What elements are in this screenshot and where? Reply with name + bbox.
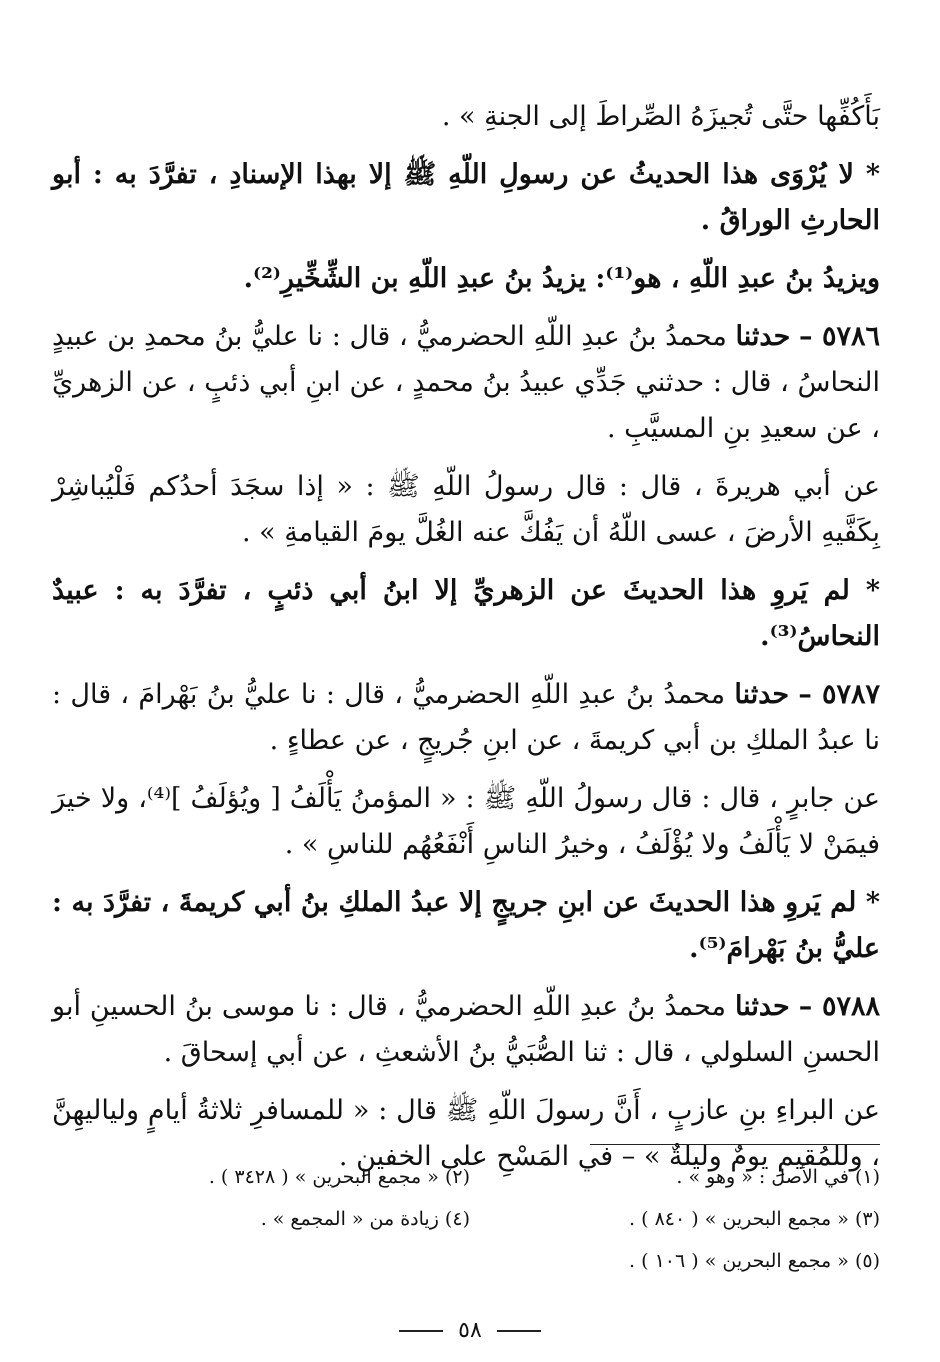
dash-right — [399, 1330, 443, 1332]
asterisk-marker: * — [865, 575, 880, 606]
footnote-row — [60, 1156, 880, 1198]
footnotes — [60, 1156, 880, 1282]
hadith-5786-note — [52, 568, 880, 660]
page-number-value: ٥٨ — [458, 1318, 482, 1343]
isnad-text: محمدُ بنُ عبدِ اللّهِ الحضرميُّ ، قال : نا موسى بنُ الحسينِ أبو الحسنِ السلولي ، قال : ثنا الصُّبَيُّ بنُ الأشعثِ ، عن أبي إسحاقَ . — [52, 991, 880, 1068]
note-text: لم يَروِ هذا الحديثَ عن الزهريِّ إلا ابنُ أبي ذئبٍ ، تفرَّدَ به : عبيدٌ النحاسُ⁽³⁾. — [52, 575, 880, 652]
asterisk-marker: * — [865, 887, 880, 918]
hadith-number: ٥٧٨٦ – — [798, 321, 880, 352]
page-number — [0, 1318, 940, 1343]
hadith-lead: حدثنا — [734, 991, 790, 1022]
footnote-5: (٥) « مجمع البحرين » ( ١٠٦ ) . — [629, 1250, 880, 1272]
narrator-note: ويزيدُ بنُ عبدِ اللّهِ ، هو⁽¹⁾: يزيدُ بنُ عبدِ اللّهِ بن الشِّخِّيرِ⁽²⁾. — [243, 263, 880, 294]
hadith-5788-isnad — [52, 984, 880, 1076]
hadith-5786-isnad — [52, 314, 880, 452]
hadith-lead: حدثنا — [735, 321, 791, 352]
footnote-divider — [590, 1144, 880, 1145]
hadith-5787-note — [52, 880, 880, 972]
dash-left — [497, 1330, 541, 1332]
footnote-row — [60, 1240, 880, 1282]
isnad-text: محمدُ بنُ عبدِ اللّهِ الحضرميُّ ، قال : نا عليُّ بنُ بَهْرامَ ، قال : نا عبدُ الملكِ بن أبي كريمةَ ، عن ابنِ جُريجٍ ، عن عطاءٍ . — [52, 679, 880, 756]
main-text — [52, 94, 880, 1192]
note-text: لا يُرْوَى هذا الحديثُ عن رسولِ اللّهِ ﷺ إلا بهذا الإسنادِ ، تفرَّدَ به : أبو الحارثِ الوراقُ . — [52, 159, 880, 236]
footnote-1: (١) في الأصل : « وهو » . — [676, 1166, 880, 1188]
hadith-5786-matn: عن أبي هريرةَ ، قال : قال رسولُ اللّهِ ﷺ : « إذا سجَدَ أحدُكم فَلْيُباشِرْ بِكَفَّيهِ الأرضَ ، عسى اللّهُ أن يَفُكَّ عنه الغُلَّ يومَ القيامةِ » . — [52, 471, 880, 548]
hadith-5787-isnad — [52, 672, 880, 764]
footnote-2: (٢) « مجمع البحرين » ( ٣٤٢٨ ) . — [208, 1166, 470, 1188]
hadith-number: ٥٧٨٨ – — [798, 991, 881, 1022]
note-text: لم يَروِ هذا الحديثَ عن ابنِ جريجٍ إلا عبدُ الملكِ بنُ أبي كريمةَ ، تفرَّدَ به : عليُّ بنُ بَهْرامَ⁽⁵⁾. — [52, 887, 880, 964]
footnote-4: (٤) زيادة من « المجمع » . — [260, 1208, 470, 1230]
hadith-5787-matn: عن جابرٍ ، قال : قال رسولُ اللّهِ ﷺ : « المؤمنُ يَأْلَفُ [ ويُؤلَفُ ]⁽⁴⁾، ولا خيرَ فيمَنْ لا يَأْلَفُ ولا يُؤْلَفُ ، وخيرُ الناسِ أَنْفَعُهُم للناسِ » . — [52, 783, 880, 860]
note-paragraph — [52, 152, 880, 244]
hadith-lead: حدثنا — [734, 679, 790, 710]
isnad-text: محمدُ بنُ عبدِ اللّهِ الحضرميُّ ، قال : نا عليُّ بنُ محمدِ بن عبيدٍ النحاسُ ، قال : حدثني جَدِّي عبيدُ بنُ محمدٍ ، عن ابنِ أبي ذئبٍ ، عن الزهريِّ ، عن سعيدِ بنِ المسيَّبِ . — [52, 321, 880, 444]
hadith-5788-matn: عن البراءِ بنِ عازبٍ ، أَنَّ رسولَ اللّهِ ﷺ قال : « للمسافرِ ثلاثةُ أيامٍ ولياليهِنَّ ، وللمُقيمِ يومٌ وليلةٌ » – في المَسْحِ على الخفينِ . — [52, 1095, 880, 1172]
paragraph-continuation: بَأَكُفِّها حتَّى تُجيزَهُ الصِّراطَ إلى الجنةِ » . — [441, 101, 880, 132]
asterisk-marker: * — [865, 159, 880, 190]
footnote-3: (٣) « مجمع البحرين » ( ٨٤٠ ) . — [629, 1208, 880, 1230]
hadith-number: ٥٧٨٧ – — [798, 679, 881, 710]
footnote-row — [60, 1198, 880, 1240]
